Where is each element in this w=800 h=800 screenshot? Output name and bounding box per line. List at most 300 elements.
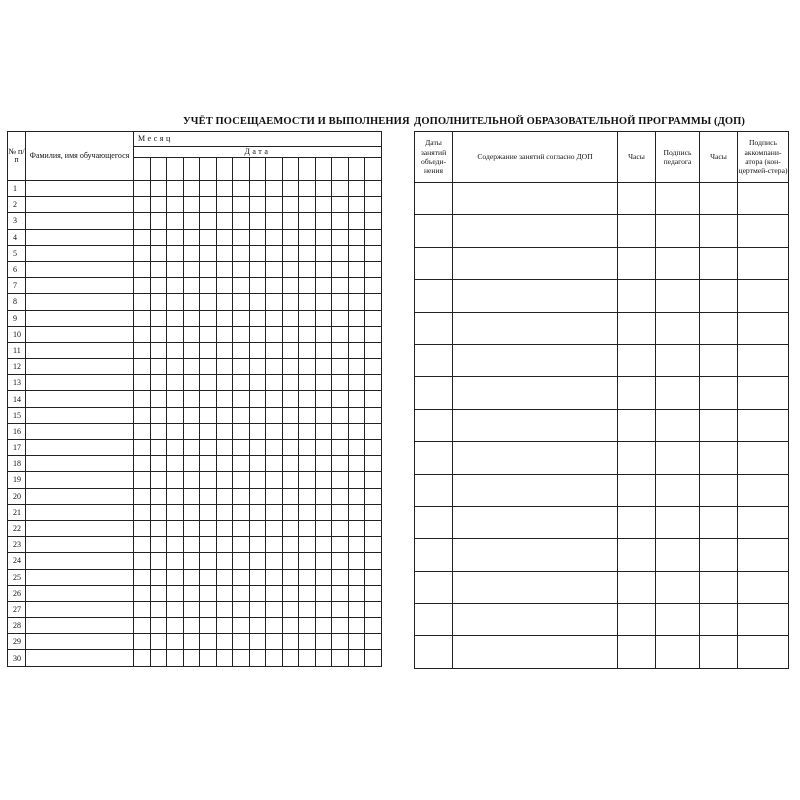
attendance-cell[interactable] bbox=[282, 229, 299, 245]
attendance-cell[interactable] bbox=[233, 520, 250, 536]
attendance-cell[interactable] bbox=[183, 391, 200, 407]
attendance-cell[interactable] bbox=[365, 261, 382, 277]
attendance-cell[interactable] bbox=[266, 310, 283, 326]
attendance-cell[interactable] bbox=[365, 537, 382, 553]
attendance-cell[interactable] bbox=[150, 537, 167, 553]
attendance-cell[interactable] bbox=[299, 520, 316, 536]
date-cell[interactable] bbox=[348, 158, 365, 181]
attendance-cell[interactable] bbox=[365, 342, 382, 358]
attendance-cell[interactable] bbox=[233, 359, 250, 375]
attendance-cell[interactable] bbox=[299, 261, 316, 277]
attendance-cell[interactable] bbox=[216, 537, 233, 553]
attendance-cell[interactable] bbox=[150, 261, 167, 277]
student-name-cell[interactable] bbox=[26, 634, 134, 650]
lesson-cell[interactable] bbox=[700, 442, 738, 474]
attendance-cell[interactable] bbox=[183, 294, 200, 310]
student-name-cell[interactable] bbox=[26, 213, 134, 229]
date-cell[interactable] bbox=[167, 158, 184, 181]
attendance-cell[interactable] bbox=[282, 472, 299, 488]
attendance-cell[interactable] bbox=[200, 261, 217, 277]
attendance-cell[interactable] bbox=[299, 553, 316, 569]
attendance-cell[interactable] bbox=[249, 342, 266, 358]
attendance-cell[interactable] bbox=[299, 245, 316, 261]
attendance-cell[interactable] bbox=[134, 375, 151, 391]
lesson-cell[interactable] bbox=[618, 409, 656, 441]
attendance-cell[interactable] bbox=[134, 585, 151, 601]
attendance-cell[interactable] bbox=[200, 618, 217, 634]
attendance-cell[interactable] bbox=[167, 456, 184, 472]
date-cell[interactable] bbox=[233, 158, 250, 181]
lesson-cell[interactable] bbox=[618, 377, 656, 409]
lesson-cell[interactable] bbox=[453, 215, 618, 247]
lesson-cell[interactable] bbox=[618, 280, 656, 312]
attendance-cell[interactable] bbox=[282, 601, 299, 617]
lesson-cell[interactable] bbox=[415, 215, 453, 247]
attendance-cell[interactable] bbox=[332, 359, 349, 375]
attendance-cell[interactable] bbox=[216, 472, 233, 488]
attendance-cell[interactable] bbox=[167, 520, 184, 536]
attendance-cell[interactable] bbox=[365, 294, 382, 310]
attendance-cell[interactable] bbox=[282, 342, 299, 358]
attendance-cell[interactable] bbox=[183, 181, 200, 197]
attendance-cell[interactable] bbox=[233, 504, 250, 520]
attendance-cell[interactable] bbox=[167, 569, 184, 585]
attendance-cell[interactable] bbox=[167, 440, 184, 456]
attendance-cell[interactable] bbox=[348, 213, 365, 229]
lesson-cell[interactable] bbox=[618, 474, 656, 506]
attendance-cell[interactable] bbox=[200, 504, 217, 520]
attendance-cell[interactable] bbox=[249, 294, 266, 310]
lesson-cell[interactable] bbox=[700, 409, 738, 441]
attendance-cell[interactable] bbox=[233, 310, 250, 326]
student-name-cell[interactable] bbox=[26, 585, 134, 601]
attendance-cell[interactable] bbox=[150, 553, 167, 569]
attendance-cell[interactable] bbox=[183, 229, 200, 245]
attendance-cell[interactable] bbox=[348, 245, 365, 261]
attendance-cell[interactable] bbox=[200, 245, 217, 261]
attendance-cell[interactable] bbox=[183, 423, 200, 439]
lesson-cell[interactable] bbox=[415, 344, 453, 376]
attendance-cell[interactable] bbox=[266, 197, 283, 213]
attendance-cell[interactable] bbox=[233, 407, 250, 423]
attendance-cell[interactable] bbox=[348, 197, 365, 213]
lesson-cell[interactable] bbox=[656, 312, 700, 344]
attendance-cell[interactable] bbox=[150, 618, 167, 634]
lesson-cell[interactable] bbox=[618, 183, 656, 215]
attendance-cell[interactable] bbox=[348, 618, 365, 634]
attendance-cell[interactable] bbox=[216, 634, 233, 650]
attendance-cell[interactable] bbox=[365, 585, 382, 601]
attendance-cell[interactable] bbox=[266, 359, 283, 375]
student-name-cell[interactable] bbox=[26, 294, 134, 310]
attendance-cell[interactable] bbox=[183, 359, 200, 375]
attendance-cell[interactable] bbox=[348, 278, 365, 294]
attendance-cell[interactable] bbox=[150, 197, 167, 213]
attendance-cell[interactable] bbox=[266, 181, 283, 197]
attendance-cell[interactable] bbox=[134, 569, 151, 585]
lesson-cell[interactable] bbox=[656, 604, 700, 636]
attendance-cell[interactable] bbox=[332, 245, 349, 261]
lesson-cell[interactable] bbox=[618, 442, 656, 474]
attendance-cell[interactable] bbox=[167, 278, 184, 294]
attendance-cell[interactable] bbox=[150, 634, 167, 650]
attendance-cell[interactable] bbox=[315, 197, 332, 213]
attendance-cell[interactable] bbox=[200, 407, 217, 423]
attendance-cell[interactable] bbox=[315, 569, 332, 585]
attendance-cell[interactable] bbox=[134, 553, 151, 569]
lesson-cell[interactable] bbox=[415, 312, 453, 344]
attendance-cell[interactable] bbox=[150, 326, 167, 342]
attendance-cell[interactable] bbox=[332, 197, 349, 213]
lesson-cell[interactable] bbox=[700, 506, 738, 538]
attendance-cell[interactable] bbox=[266, 375, 283, 391]
attendance-cell[interactable] bbox=[233, 278, 250, 294]
attendance-cell[interactable] bbox=[233, 601, 250, 617]
attendance-cell[interactable] bbox=[183, 553, 200, 569]
lesson-cell[interactable] bbox=[618, 539, 656, 571]
lesson-cell[interactable] bbox=[453, 474, 618, 506]
attendance-cell[interactable] bbox=[266, 342, 283, 358]
attendance-cell[interactable] bbox=[183, 520, 200, 536]
attendance-cell[interactable] bbox=[332, 261, 349, 277]
attendance-cell[interactable] bbox=[299, 278, 316, 294]
attendance-cell[interactable] bbox=[216, 326, 233, 342]
student-name-cell[interactable] bbox=[26, 326, 134, 342]
attendance-cell[interactable] bbox=[134, 213, 151, 229]
lesson-cell[interactable] bbox=[618, 571, 656, 603]
attendance-cell[interactable] bbox=[315, 326, 332, 342]
attendance-cell[interactable] bbox=[216, 504, 233, 520]
lesson-cell[interactable] bbox=[656, 442, 700, 474]
lesson-cell[interactable] bbox=[656, 183, 700, 215]
attendance-cell[interactable] bbox=[266, 488, 283, 504]
lesson-cell[interactable] bbox=[738, 344, 789, 376]
attendance-cell[interactable] bbox=[150, 310, 167, 326]
attendance-cell[interactable] bbox=[332, 472, 349, 488]
attendance-cell[interactable] bbox=[216, 310, 233, 326]
attendance-cell[interactable] bbox=[233, 391, 250, 407]
attendance-cell[interactable] bbox=[150, 407, 167, 423]
lesson-cell[interactable] bbox=[700, 183, 738, 215]
attendance-cell[interactable] bbox=[233, 553, 250, 569]
lesson-cell[interactable] bbox=[738, 312, 789, 344]
attendance-cell[interactable] bbox=[167, 310, 184, 326]
attendance-cell[interactable] bbox=[299, 569, 316, 585]
attendance-cell[interactable] bbox=[348, 423, 365, 439]
attendance-cell[interactable] bbox=[233, 181, 250, 197]
attendance-cell[interactable] bbox=[183, 375, 200, 391]
student-name-cell[interactable] bbox=[26, 278, 134, 294]
attendance-cell[interactable] bbox=[282, 650, 299, 666]
attendance-cell[interactable] bbox=[282, 326, 299, 342]
attendance-cell[interactable] bbox=[348, 488, 365, 504]
attendance-cell[interactable] bbox=[299, 537, 316, 553]
attendance-cell[interactable] bbox=[233, 294, 250, 310]
attendance-cell[interactable] bbox=[299, 326, 316, 342]
attendance-cell[interactable] bbox=[365, 197, 382, 213]
attendance-cell[interactable] bbox=[183, 278, 200, 294]
attendance-cell[interactable] bbox=[315, 407, 332, 423]
attendance-cell[interactable] bbox=[216, 650, 233, 666]
attendance-cell[interactable] bbox=[332, 537, 349, 553]
attendance-cell[interactable] bbox=[266, 601, 283, 617]
attendance-cell[interactable] bbox=[249, 213, 266, 229]
lesson-cell[interactable] bbox=[618, 506, 656, 538]
attendance-cell[interactable] bbox=[167, 585, 184, 601]
attendance-cell[interactable] bbox=[282, 618, 299, 634]
attendance-cell[interactable] bbox=[134, 278, 151, 294]
attendance-cell[interactable] bbox=[332, 294, 349, 310]
attendance-cell[interactable] bbox=[348, 440, 365, 456]
attendance-cell[interactable] bbox=[315, 456, 332, 472]
student-name-cell[interactable] bbox=[26, 391, 134, 407]
attendance-cell[interactable] bbox=[134, 261, 151, 277]
attendance-cell[interactable] bbox=[167, 391, 184, 407]
attendance-cell[interactable] bbox=[150, 294, 167, 310]
attendance-cell[interactable] bbox=[365, 634, 382, 650]
attendance-cell[interactable] bbox=[200, 601, 217, 617]
attendance-cell[interactable] bbox=[249, 537, 266, 553]
attendance-cell[interactable] bbox=[134, 245, 151, 261]
date-cell[interactable] bbox=[266, 158, 283, 181]
attendance-cell[interactable] bbox=[200, 359, 217, 375]
attendance-cell[interactable] bbox=[216, 197, 233, 213]
attendance-cell[interactable] bbox=[150, 245, 167, 261]
attendance-cell[interactable] bbox=[200, 520, 217, 536]
lesson-cell[interactable] bbox=[415, 442, 453, 474]
attendance-cell[interactable] bbox=[249, 650, 266, 666]
attendance-cell[interactable] bbox=[282, 504, 299, 520]
attendance-cell[interactable] bbox=[266, 456, 283, 472]
attendance-cell[interactable] bbox=[348, 601, 365, 617]
attendance-cell[interactable] bbox=[299, 650, 316, 666]
attendance-cell[interactable] bbox=[348, 326, 365, 342]
attendance-cell[interactable] bbox=[348, 553, 365, 569]
attendance-cell[interactable] bbox=[332, 423, 349, 439]
attendance-cell[interactable] bbox=[299, 407, 316, 423]
lesson-cell[interactable] bbox=[738, 377, 789, 409]
attendance-cell[interactable] bbox=[348, 537, 365, 553]
lesson-cell[interactable] bbox=[738, 571, 789, 603]
attendance-cell[interactable] bbox=[299, 359, 316, 375]
attendance-cell[interactable] bbox=[299, 601, 316, 617]
attendance-cell[interactable] bbox=[348, 229, 365, 245]
attendance-cell[interactable] bbox=[249, 229, 266, 245]
attendance-cell[interactable] bbox=[332, 407, 349, 423]
attendance-cell[interactable] bbox=[299, 440, 316, 456]
attendance-cell[interactable] bbox=[200, 585, 217, 601]
lesson-cell[interactable] bbox=[700, 344, 738, 376]
attendance-cell[interactable] bbox=[249, 310, 266, 326]
lesson-cell[interactable] bbox=[618, 344, 656, 376]
attendance-cell[interactable] bbox=[233, 650, 250, 666]
attendance-cell[interactable] bbox=[299, 423, 316, 439]
attendance-cell[interactable] bbox=[365, 310, 382, 326]
attendance-cell[interactable] bbox=[183, 585, 200, 601]
attendance-cell[interactable] bbox=[365, 359, 382, 375]
attendance-cell[interactable] bbox=[183, 197, 200, 213]
attendance-cell[interactable] bbox=[150, 342, 167, 358]
attendance-cell[interactable] bbox=[167, 407, 184, 423]
attendance-cell[interactable] bbox=[365, 488, 382, 504]
attendance-cell[interactable] bbox=[134, 181, 151, 197]
lesson-cell[interactable] bbox=[700, 571, 738, 603]
attendance-cell[interactable] bbox=[167, 423, 184, 439]
attendance-cell[interactable] bbox=[299, 375, 316, 391]
attendance-cell[interactable] bbox=[134, 634, 151, 650]
attendance-cell[interactable] bbox=[134, 342, 151, 358]
attendance-cell[interactable] bbox=[134, 197, 151, 213]
lesson-cell[interactable] bbox=[453, 442, 618, 474]
attendance-cell[interactable] bbox=[134, 359, 151, 375]
attendance-cell[interactable] bbox=[266, 229, 283, 245]
attendance-cell[interactable] bbox=[299, 342, 316, 358]
attendance-cell[interactable] bbox=[365, 553, 382, 569]
attendance-cell[interactable] bbox=[134, 440, 151, 456]
attendance-cell[interactable] bbox=[167, 537, 184, 553]
student-name-cell[interactable] bbox=[26, 181, 134, 197]
attendance-cell[interactable] bbox=[315, 261, 332, 277]
attendance-cell[interactable] bbox=[299, 294, 316, 310]
attendance-cell[interactable] bbox=[134, 618, 151, 634]
attendance-cell[interactable] bbox=[282, 213, 299, 229]
student-name-cell[interactable] bbox=[26, 359, 134, 375]
attendance-cell[interactable] bbox=[332, 569, 349, 585]
attendance-cell[interactable] bbox=[249, 520, 266, 536]
attendance-cell[interactable] bbox=[216, 294, 233, 310]
attendance-cell[interactable] bbox=[150, 601, 167, 617]
attendance-cell[interactable] bbox=[249, 326, 266, 342]
date-cell[interactable] bbox=[365, 158, 382, 181]
attendance-cell[interactable] bbox=[233, 197, 250, 213]
attendance-cell[interactable] bbox=[365, 601, 382, 617]
date-cell[interactable] bbox=[183, 158, 200, 181]
attendance-cell[interactable] bbox=[299, 310, 316, 326]
date-cell[interactable] bbox=[150, 158, 167, 181]
attendance-cell[interactable] bbox=[332, 456, 349, 472]
attendance-cell[interactable] bbox=[348, 342, 365, 358]
attendance-cell[interactable] bbox=[315, 245, 332, 261]
attendance-cell[interactable] bbox=[249, 278, 266, 294]
attendance-cell[interactable] bbox=[249, 456, 266, 472]
attendance-cell[interactable] bbox=[365, 569, 382, 585]
attendance-cell[interactable] bbox=[200, 634, 217, 650]
attendance-cell[interactable] bbox=[150, 423, 167, 439]
attendance-cell[interactable] bbox=[200, 213, 217, 229]
attendance-cell[interactable] bbox=[315, 391, 332, 407]
attendance-cell[interactable] bbox=[134, 326, 151, 342]
attendance-cell[interactable] bbox=[167, 261, 184, 277]
attendance-cell[interactable] bbox=[332, 213, 349, 229]
attendance-cell[interactable] bbox=[365, 229, 382, 245]
attendance-cell[interactable] bbox=[348, 456, 365, 472]
attendance-cell[interactable] bbox=[348, 504, 365, 520]
attendance-cell[interactable] bbox=[200, 375, 217, 391]
attendance-cell[interactable] bbox=[183, 601, 200, 617]
attendance-cell[interactable] bbox=[134, 229, 151, 245]
attendance-cell[interactable] bbox=[299, 472, 316, 488]
attendance-cell[interactable] bbox=[332, 504, 349, 520]
attendance-cell[interactable] bbox=[315, 618, 332, 634]
attendance-cell[interactable] bbox=[200, 472, 217, 488]
attendance-cell[interactable] bbox=[282, 181, 299, 197]
attendance-cell[interactable] bbox=[315, 229, 332, 245]
attendance-cell[interactable] bbox=[266, 618, 283, 634]
attendance-cell[interactable] bbox=[315, 375, 332, 391]
attendance-cell[interactable] bbox=[233, 342, 250, 358]
attendance-cell[interactable] bbox=[183, 407, 200, 423]
attendance-cell[interactable] bbox=[249, 585, 266, 601]
attendance-cell[interactable] bbox=[200, 488, 217, 504]
attendance-cell[interactable] bbox=[332, 391, 349, 407]
student-name-cell[interactable] bbox=[26, 261, 134, 277]
attendance-cell[interactable] bbox=[216, 553, 233, 569]
attendance-cell[interactable] bbox=[249, 407, 266, 423]
attendance-cell[interactable] bbox=[183, 310, 200, 326]
attendance-cell[interactable] bbox=[216, 585, 233, 601]
attendance-cell[interactable] bbox=[150, 213, 167, 229]
lesson-cell[interactable] bbox=[415, 604, 453, 636]
attendance-cell[interactable] bbox=[183, 245, 200, 261]
attendance-cell[interactable] bbox=[348, 650, 365, 666]
lesson-cell[interactable] bbox=[738, 280, 789, 312]
lesson-cell[interactable] bbox=[700, 247, 738, 279]
student-name-cell[interactable] bbox=[26, 423, 134, 439]
attendance-cell[interactable] bbox=[365, 391, 382, 407]
attendance-cell[interactable] bbox=[332, 585, 349, 601]
lesson-cell[interactable] bbox=[656, 506, 700, 538]
attendance-cell[interactable] bbox=[216, 520, 233, 536]
attendance-cell[interactable] bbox=[167, 342, 184, 358]
lesson-cell[interactable] bbox=[453, 409, 618, 441]
attendance-cell[interactable] bbox=[167, 504, 184, 520]
attendance-cell[interactable] bbox=[332, 310, 349, 326]
attendance-cell[interactable] bbox=[332, 278, 349, 294]
attendance-cell[interactable] bbox=[332, 181, 349, 197]
date-cell[interactable] bbox=[200, 158, 217, 181]
lesson-cell[interactable] bbox=[453, 571, 618, 603]
lesson-cell[interactable] bbox=[700, 312, 738, 344]
lesson-cell[interactable] bbox=[700, 636, 738, 668]
attendance-cell[interactable] bbox=[200, 229, 217, 245]
attendance-cell[interactable] bbox=[183, 326, 200, 342]
attendance-cell[interactable] bbox=[315, 310, 332, 326]
attendance-cell[interactable] bbox=[134, 650, 151, 666]
attendance-cell[interactable] bbox=[348, 407, 365, 423]
date-cell[interactable] bbox=[282, 158, 299, 181]
attendance-cell[interactable] bbox=[365, 650, 382, 666]
attendance-cell[interactable] bbox=[299, 634, 316, 650]
lesson-cell[interactable] bbox=[453, 247, 618, 279]
lesson-cell[interactable] bbox=[738, 474, 789, 506]
attendance-cell[interactable] bbox=[167, 488, 184, 504]
attendance-cell[interactable] bbox=[233, 261, 250, 277]
student-name-cell[interactable] bbox=[26, 601, 134, 617]
date-cell[interactable] bbox=[249, 158, 266, 181]
lesson-cell[interactable] bbox=[738, 247, 789, 279]
lesson-cell[interactable] bbox=[415, 571, 453, 603]
attendance-cell[interactable] bbox=[266, 407, 283, 423]
attendance-cell[interactable] bbox=[266, 294, 283, 310]
date-cell[interactable] bbox=[134, 158, 151, 181]
attendance-cell[interactable] bbox=[315, 504, 332, 520]
attendance-cell[interactable] bbox=[249, 423, 266, 439]
attendance-cell[interactable] bbox=[134, 472, 151, 488]
lesson-cell[interactable] bbox=[656, 215, 700, 247]
lesson-cell[interactable] bbox=[618, 247, 656, 279]
lesson-cell[interactable] bbox=[700, 539, 738, 571]
attendance-cell[interactable] bbox=[365, 520, 382, 536]
